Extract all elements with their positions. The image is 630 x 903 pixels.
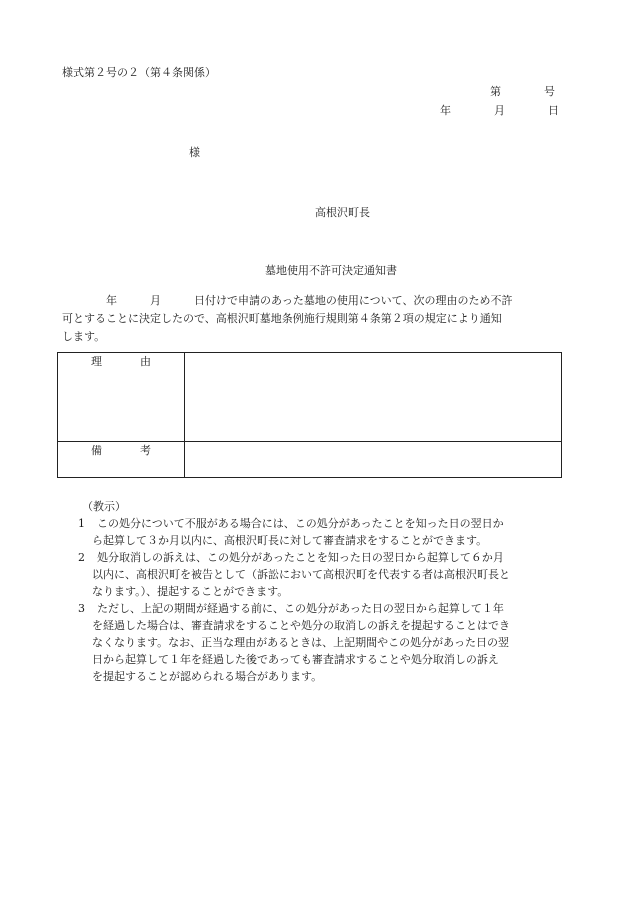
- notice-section: [78, 498, 578, 685]
- notice-heading: （教示）: [82, 500, 126, 513]
- document-title: 墓地使用不許可決定通知書: [265, 264, 397, 277]
- reason-label-cell: [58, 353, 185, 442]
- issuer: 高根沢町長: [315, 206, 370, 219]
- doc-date-month: 月: [494, 104, 505, 117]
- notice-item-2: [78, 549, 578, 600]
- notice-item-line: 2 処分取消しの訴えは、この処分があったことを知った日の翌日から起算して６か月: [78, 551, 504, 564]
- form-label: 様式第２号の２（第４条関係）: [62, 66, 216, 79]
- doc-date: [440, 104, 559, 118]
- body-line: 年 月 日付けで申請のあった墓地の使用について、次の理由のため不許: [106, 294, 513, 307]
- notice-item-line: を提起することが認められる場合があります。: [92, 670, 323, 683]
- notice-item-line: 1 この処分について不服がある場合には、この処分があったことを知った日の翌日か: [78, 517, 504, 530]
- notice-item-1: [78, 515, 578, 549]
- notice-item-3: [78, 600, 578, 685]
- doc-number-suffix: 号: [544, 85, 555, 98]
- remarks-value-cell: [185, 442, 562, 478]
- notice-item-number: 3: [78, 602, 85, 615]
- addressee-suffix: 様: [189, 146, 200, 159]
- notice-item-line: 3 ただし、上記の期間が経過する前に、この処分があった日の翌日から起算して１年: [78, 602, 504, 615]
- reason-table: [57, 352, 562, 478]
- notice-item-line: 以内に、高根沢町を被告として（訴訟において高根沢町を代表する者は高根沢町長と: [92, 568, 510, 581]
- doc-number-prefix: 第: [490, 85, 501, 98]
- notice-item-number: 2: [78, 551, 85, 564]
- notice-item-line: 日から起算して１年を経過した後であっても審査請求することや処分取消しの訴え: [92, 653, 499, 666]
- notice-item-number: 1: [78, 517, 85, 530]
- remarks-label-cell: [58, 442, 185, 478]
- doc-number: [490, 85, 555, 99]
- notice-item-line: を経過した場合は、審査請求をすることや処分の取消しの訴えを提起することはでき: [92, 619, 510, 632]
- body-line: 可とすることに決定したので、高根沢町墓地条例施行規則第４条第２項の規定により通知: [62, 312, 502, 325]
- body-text: [62, 292, 570, 346]
- reason-label: 理 由: [91, 355, 151, 368]
- doc-date-day: 日: [548, 104, 559, 117]
- body-line: します。: [62, 330, 106, 343]
- notice-item-line: なります。）、提起することができます。: [92, 585, 289, 598]
- reason-value-cell: [185, 353, 562, 442]
- notice-item-line: ら起算して３か月以内に、高根沢町長に対して審査請求をすることができます。: [92, 534, 488, 547]
- remarks-label: 備 考: [91, 444, 151, 457]
- notice-item-line: なくなります。なお、正当な理由があるときは、上記期間やこの処分があった日の翌: [92, 636, 510, 649]
- doc-date-year: 年: [440, 104, 451, 117]
